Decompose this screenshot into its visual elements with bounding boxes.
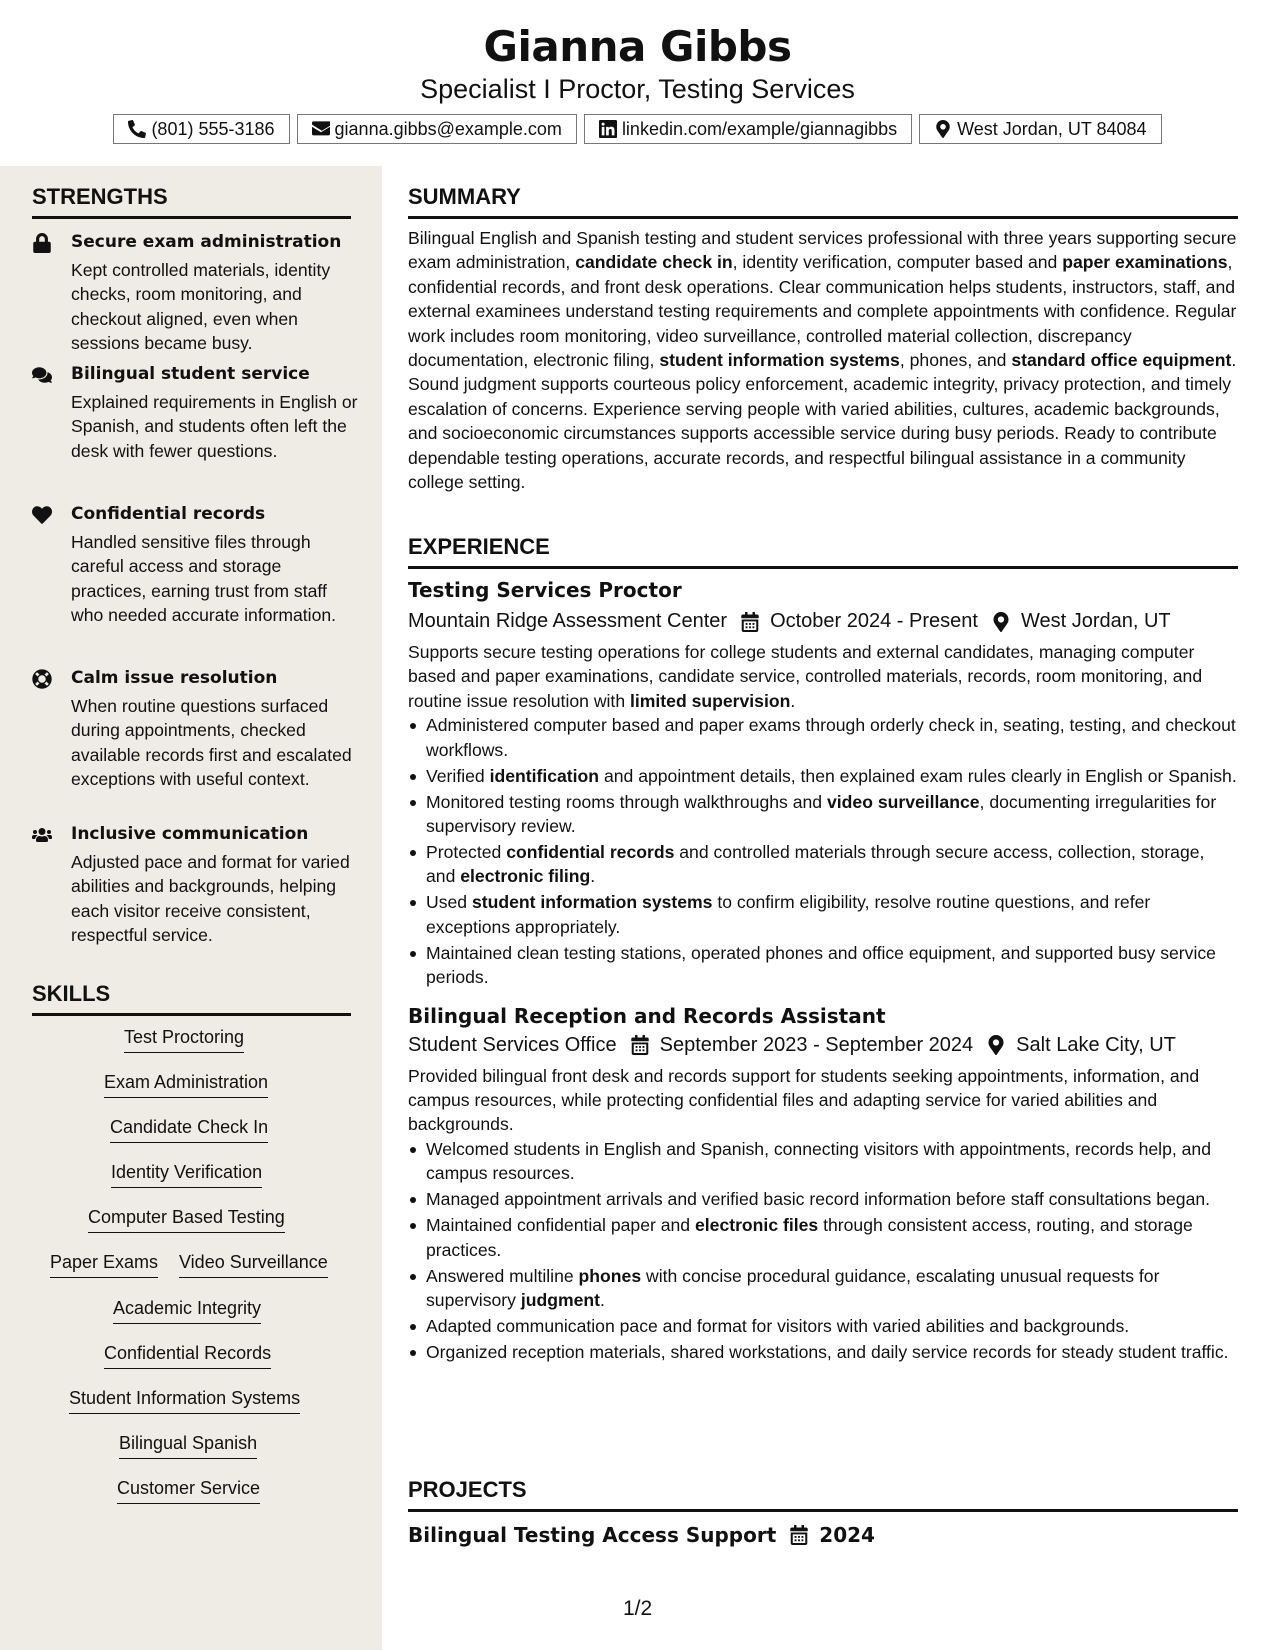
strength-desc: Explained requirements in English or Spanish, and students often left the desk with fewer questions. bbox=[71, 392, 358, 461]
job-description: Provided bilingual front desk and records support for students seeking appointments, information, and campus resources, while protecting confidential files and adapting service for varied abilities and backgrounds. bbox=[408, 1065, 1200, 1135]
strengths-heading: STRENGTHS bbox=[32, 184, 351, 219]
bullet-item: Protected confidential records and controlled materials through secure access, collection, storage, and electronic filing. bbox=[408, 840, 1238, 889]
summary-text: Bilingual English and Spanish testing and student services professional with three years supporting secure exam administration, candidate check in, identity verification, computer based and paper examinations, confidential records, and front desk operations. Clear communication helps students, instructors, staff, and external examinees understand testing requirements and complete appointments with confidence. Regular work includes room monitoring, video surveillance, controlled material collection, discrepancy documentation, electronic filing, student information systems, phones, and standard office equipment. Sound judgment supports courteous policy enforcement, academic integrity, privacy protection, and timely escalation of concerns. Experience serving people with varied abilities, cultures, academic backgrounds, and socioeconomic circumstances supports accessible service during busy periods. Ready to contribute dependable testing operations, accurate records, and respectful bilingual assistance in a community college setting. bbox=[408, 228, 1237, 493]
bullet-item: Managed appointment arrivals and verified basic record information before staff consultations began. bbox=[408, 1187, 1238, 1211]
strength-title: Secure exam administration bbox=[71, 232, 342, 252]
map-pin-icon bbox=[934, 120, 952, 138]
bullet-item: Maintained confidential paper and electronic files through consistent access, routing, and storage practices. bbox=[408, 1213, 1238, 1262]
skill-tag: Confidential Records bbox=[104, 1343, 271, 1369]
strength-title: Calm issue resolution bbox=[71, 668, 278, 688]
job-title: Bilingual Reception and Records Assistant bbox=[408, 1003, 886, 1028]
map-pin-icon bbox=[987, 1035, 1005, 1055]
job-entry bbox=[408, 578, 1238, 990]
strength-title: Confidential records bbox=[71, 504, 266, 524]
envelope-icon bbox=[312, 120, 330, 138]
skill-tag: Identity Verification bbox=[111, 1162, 262, 1188]
heart-icon bbox=[32, 505, 54, 525]
project-date: 2024 bbox=[819, 1523, 875, 1547]
contact-location[interactable] bbox=[919, 114, 1161, 144]
skill-tag: Test Proctoring bbox=[124, 1027, 244, 1053]
project-entry bbox=[408, 1523, 1238, 1547]
job-org: Student Services Office bbox=[408, 1033, 617, 1056]
linkedin-icon bbox=[599, 120, 617, 138]
skill-tag: Candidate Check In bbox=[110, 1117, 268, 1143]
bullet-item: Adapted communication pace and format for visitors with varied abilities and backgrounds. bbox=[408, 1314, 1238, 1338]
users-icon bbox=[32, 825, 54, 845]
skills-section bbox=[32, 981, 351, 1016]
lock-icon bbox=[32, 233, 54, 253]
comments-icon bbox=[32, 365, 54, 385]
strength-title: Inclusive communication bbox=[71, 824, 309, 844]
job-bullets bbox=[408, 1137, 1238, 1365]
job-dates: September 2023 - September 2024 bbox=[659, 1033, 974, 1056]
strength-desc: Adjusted pace and format for varied abilities and backgrounds, helping each visitor receive consistent, respectful service. bbox=[71, 852, 350, 946]
map-pin-icon bbox=[992, 612, 1010, 632]
page-number: 1/2 bbox=[623, 1597, 653, 1620]
projects-section bbox=[408, 1477, 1238, 1547]
experience-section bbox=[408, 534, 1238, 1366]
contact-linkedin[interactable] bbox=[584, 114, 912, 144]
skill-tag: Customer Service bbox=[117, 1478, 260, 1504]
contact-linkedin-text: linkedin.com/example/giannagibbs bbox=[621, 118, 898, 139]
bullet-item: Monitored testing rooms through walkthroughs and video surveillance, documenting irregularities for supervisory review. bbox=[408, 790, 1238, 839]
project-title: Bilingual Testing Access Support bbox=[408, 1523, 777, 1547]
job-meta bbox=[408, 1034, 1238, 1057]
summary-heading: SUMMARY bbox=[408, 184, 1238, 219]
projects-heading: PROJECTS bbox=[408, 1477, 1238, 1512]
bullet-item: Used student information systems to confirm eligibility, resolve routine questions, and refer exceptions appropriately. bbox=[408, 890, 1238, 939]
skill-tag: Academic Integrity bbox=[113, 1298, 261, 1324]
candidate-title: Specialist I Proctor, Testing Services bbox=[420, 74, 855, 104]
resume-header bbox=[0, 0, 1275, 165]
calendar-icon bbox=[790, 1525, 808, 1545]
experience-heading: EXPERIENCE bbox=[408, 534, 1238, 569]
contact-bar bbox=[0, 114, 1275, 144]
sidebar bbox=[0, 166, 382, 1650]
skill-tag: Student Information Systems bbox=[69, 1388, 300, 1414]
strengths-section bbox=[32, 184, 358, 946]
skills-heading: SKILLS bbox=[32, 981, 351, 1016]
candidate-name: Gianna Gibbs bbox=[483, 22, 792, 71]
skill-tag: Paper Exams bbox=[50, 1252, 158, 1278]
summary-section bbox=[408, 184, 1238, 494]
job-meta bbox=[408, 610, 1238, 633]
calendar-icon bbox=[741, 612, 759, 632]
job-bullets bbox=[408, 713, 1238, 989]
job-dates: October 2024 - Present bbox=[770, 610, 978, 632]
strength-desc: Handled sensitive files through careful access and storage practices, earning trust from staff who needed accurate information. bbox=[71, 532, 337, 626]
bullet-item: Administered computer based and paper exams through orderly check in, seating, testing, and checkout workflows. bbox=[408, 713, 1238, 762]
contact-phone[interactable] bbox=[113, 114, 289, 144]
bullet-item: Verified identification and appointment details, then explained exam rules clearly in English or Spanish. bbox=[408, 764, 1238, 788]
job-org: Mountain Ridge Assessment Center bbox=[408, 610, 728, 632]
bullet-item: Maintained clean testing stations, operated phones and office equipment, and supported busy service periods. bbox=[408, 941, 1238, 990]
job-title: Testing Services Proctor bbox=[408, 578, 682, 602]
contact-email[interactable] bbox=[297, 114, 577, 144]
strength-desc: When routine questions surfaced during appointments, checked available records first and escalated exceptions with useful context. bbox=[71, 696, 352, 790]
strength-title: Bilingual student service bbox=[71, 364, 310, 384]
contact-location-text: West Jordan, UT 84084 bbox=[957, 118, 1147, 139]
life-ring-icon bbox=[32, 669, 54, 689]
bullet-item: Answered multiline phones with concise procedural guidance, escalating unusual requests for supervisory judgment. bbox=[408, 1264, 1238, 1313]
bullet-item: Organized reception materials, shared workstations, and daily service records for steady student traffic. bbox=[408, 1340, 1238, 1364]
bullet-item: Welcomed students in English and Spanish, connecting visitors with appointments, records help, and campus resources. bbox=[408, 1137, 1238, 1186]
skill-tag: Computer Based Testing bbox=[88, 1207, 285, 1233]
strength-desc: Kept controlled materials, identity checks, room monitoring, and checkout aligned, even when sessions became busy. bbox=[71, 260, 331, 354]
contact-email-text: gianna.gibbs@example.com bbox=[334, 118, 562, 139]
calendar-icon bbox=[631, 1035, 649, 1055]
skill-tag: Exam Administration bbox=[104, 1072, 268, 1098]
job-entry bbox=[408, 1004, 1238, 1365]
skill-tag: Bilingual Spanish bbox=[119, 1433, 257, 1459]
phone-icon bbox=[128, 120, 146, 138]
job-location: West Jordan, UT bbox=[1020, 610, 1171, 632]
job-description: Supports secure testing operations for college students and external candidates, managing computer based and paper examinations, candidate service, controlled materials, records, room monitoring, and routine issue resolution with limited supervision. bbox=[408, 642, 1203, 711]
job-location: Salt Lake City, UT bbox=[1016, 1033, 1176, 1056]
contact-phone-text: (801) 555-3186 bbox=[151, 118, 275, 139]
skill-tag: Video Surveillance bbox=[179, 1252, 328, 1278]
